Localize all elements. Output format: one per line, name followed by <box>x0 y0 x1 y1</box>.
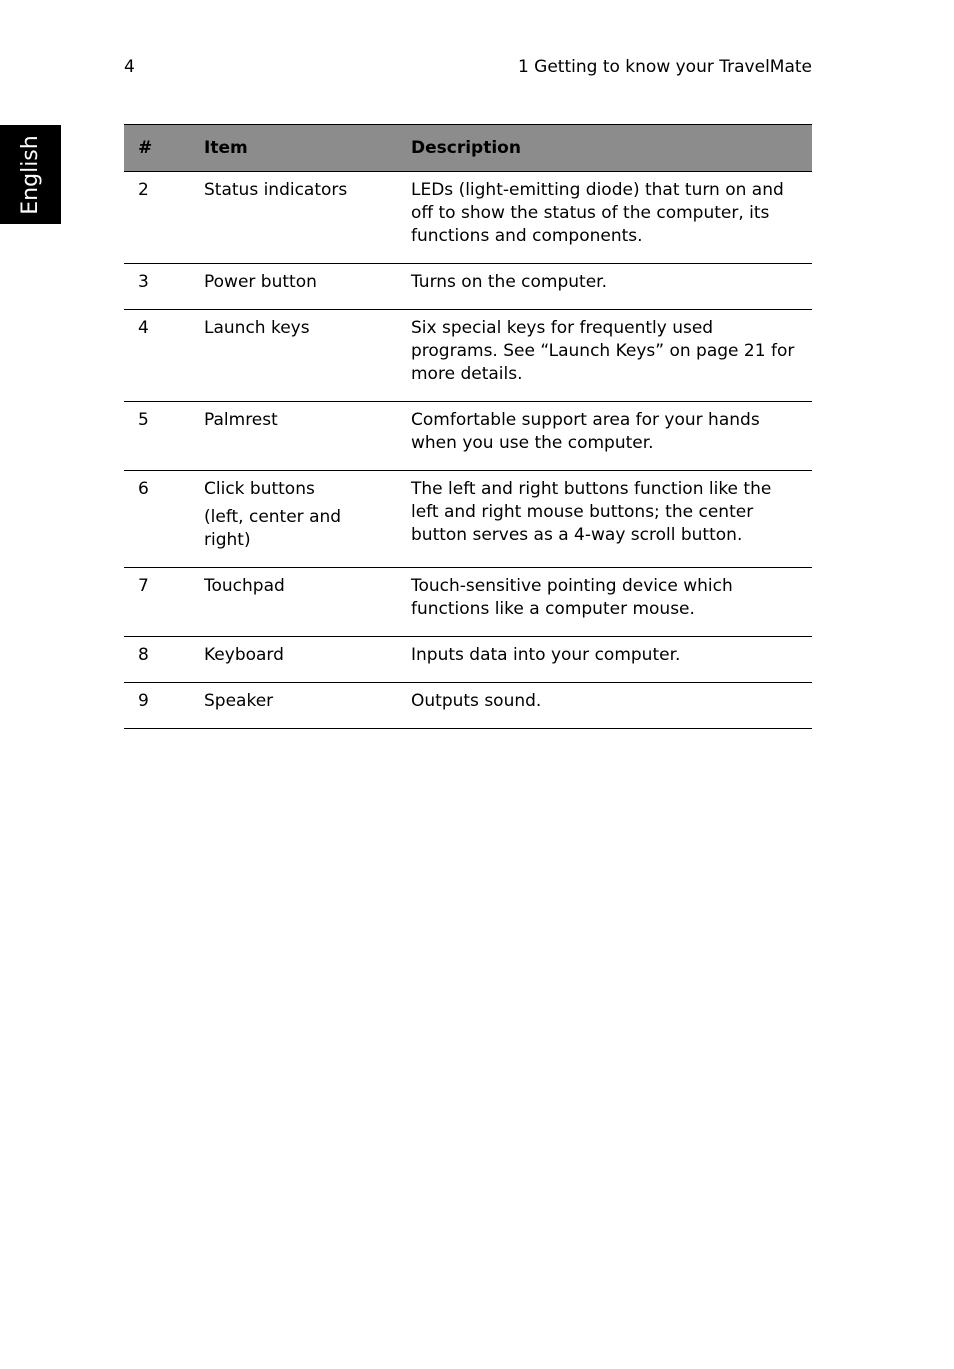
row-description: Touch-sensitive pointing device which functions like a computer mouse. <box>397 568 812 637</box>
row-number: 6 <box>124 471 190 568</box>
row-item: Touchpad <box>190 568 397 637</box>
table-row <box>124 683 812 729</box>
row-item: Keyboard <box>190 637 397 683</box>
row-description: Outputs sound. <box>397 683 812 729</box>
row-description: Turns on the computer. <box>397 264 812 310</box>
table-row <box>124 637 812 683</box>
row-number: 8 <box>124 637 190 683</box>
component-table <box>124 124 812 729</box>
row-number: 3 <box>124 264 190 310</box>
table-row <box>124 568 812 637</box>
row-number: 9 <box>124 683 190 729</box>
page-number: 4 <box>124 57 135 77</box>
row-item <box>190 471 397 568</box>
language-tab <box>0 125 61 224</box>
row-description: LEDs (light-emitting diode) that turn on and off to show the status of the computer, its functions and components. <box>397 172 812 264</box>
column-header-number: # <box>124 125 190 172</box>
row-number: 2 <box>124 172 190 264</box>
table-row <box>124 264 812 310</box>
row-item: Status indicators <box>190 172 397 264</box>
row-description: Inputs data into your computer. <box>397 637 812 683</box>
table-row <box>124 471 812 568</box>
table-row <box>124 402 812 471</box>
row-description: The left and right buttons function like the left and right mouse buttons; the center button serves as a 4-way scroll button. <box>397 471 812 568</box>
row-number: 4 <box>124 310 190 402</box>
row-description: Six special keys for frequently used programs. See “Launch Keys” on page 21 for more details. <box>397 310 812 402</box>
language-tab-label: English <box>17 134 43 215</box>
row-number: 5 <box>124 402 190 471</box>
table-row <box>124 172 812 264</box>
row-number: 7 <box>124 568 190 637</box>
row-item: Palmrest <box>190 402 397 471</box>
row-item-sublabel: (left, center and right) <box>204 507 342 550</box>
row-item: Power button <box>190 264 397 310</box>
row-description: Comfortable support area for your hands when you use the computer. <box>397 402 812 471</box>
table-header-row <box>124 125 812 172</box>
row-item: Launch keys <box>190 310 397 402</box>
table-row <box>124 310 812 402</box>
column-header-description: Description <box>397 125 812 172</box>
row-item: Speaker <box>190 683 397 729</box>
column-header-item: Item <box>190 125 397 172</box>
row-item-label: Click buttons <box>204 479 315 499</box>
chapter-title: 1 Getting to know your TravelMate <box>517 57 812 77</box>
